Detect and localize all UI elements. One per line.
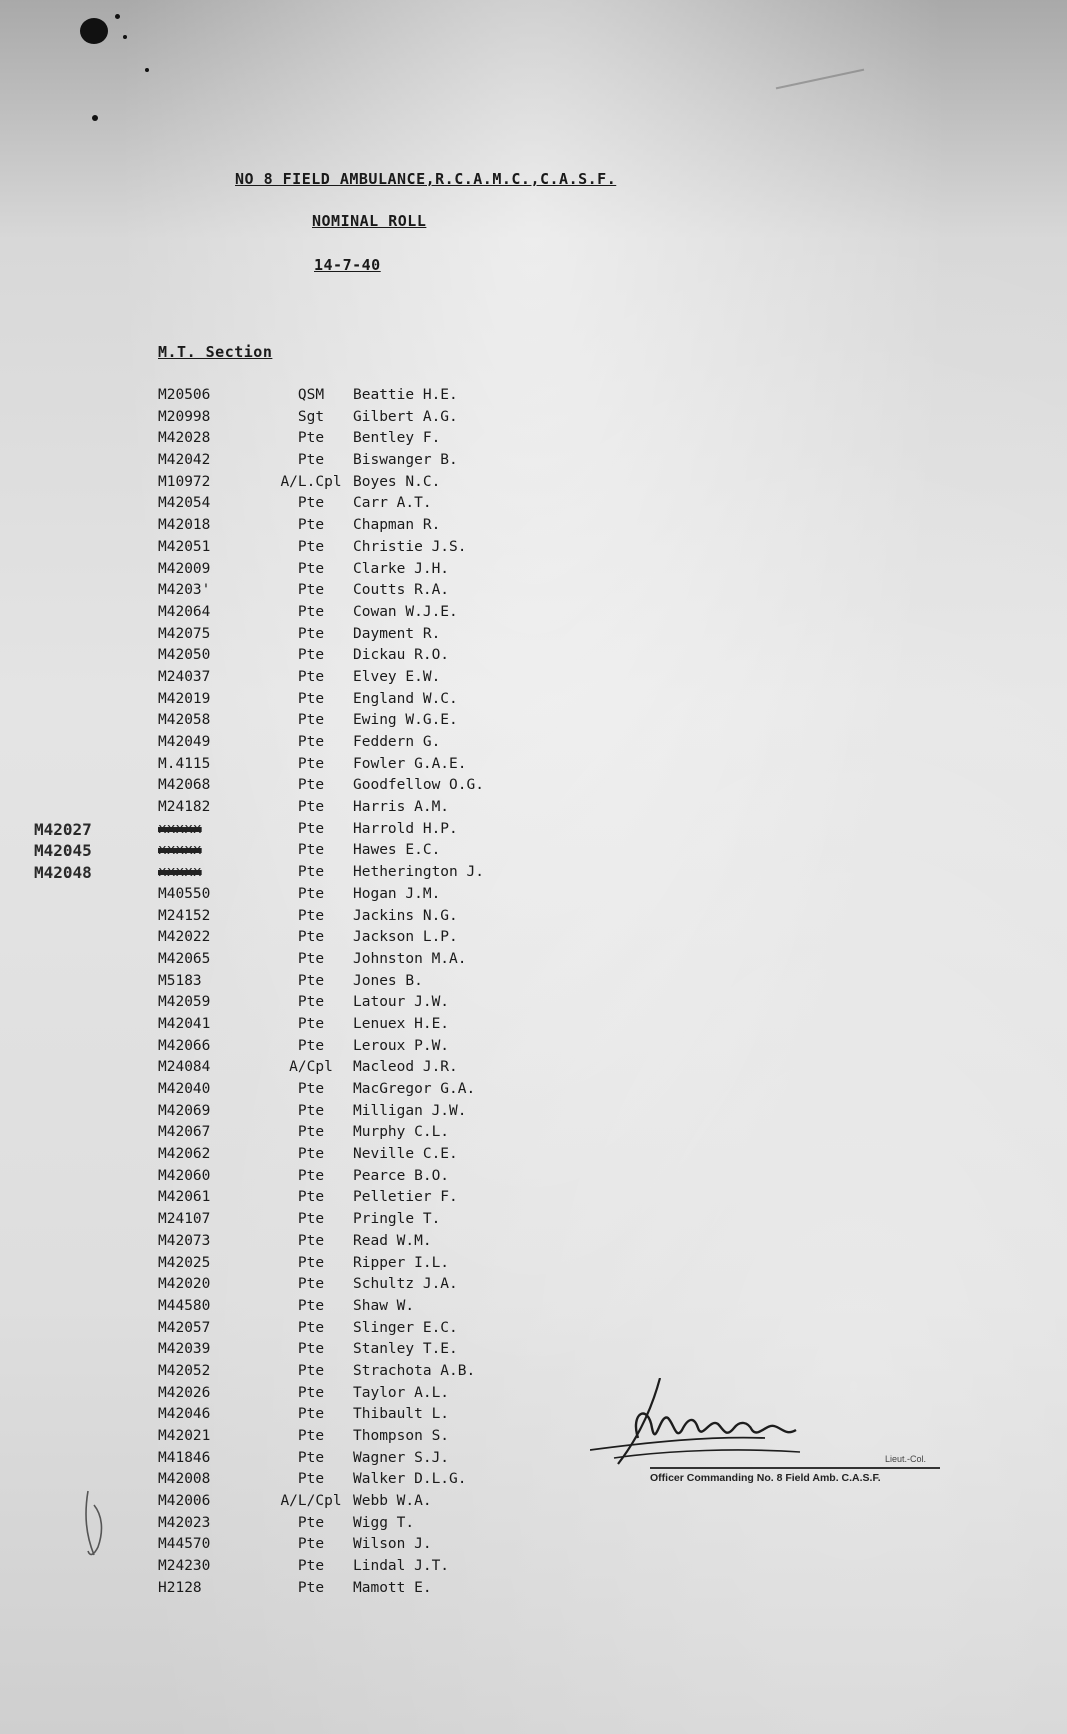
roll-entry bbox=[0, 537, 700, 559]
ink-speck bbox=[123, 35, 127, 39]
member-name: Christie J.S. bbox=[353, 538, 467, 555]
member-name: Slinger E.C. bbox=[353, 1319, 458, 1336]
member-name: Webb W.A. bbox=[353, 1493, 432, 1510]
member-name: Pringle T. bbox=[353, 1211, 441, 1228]
service-number: M42065 bbox=[158, 950, 211, 967]
service-number: M42073 bbox=[158, 1232, 211, 1249]
rank: A/L/Cpl bbox=[280, 1493, 342, 1510]
roll-entry bbox=[0, 1339, 700, 1361]
roll-entry bbox=[0, 493, 700, 515]
member-name: Pearce B.O. bbox=[353, 1167, 450, 1184]
service-number: M42052 bbox=[158, 1362, 211, 1379]
rank: Pte bbox=[297, 625, 325, 642]
rank: Sgt bbox=[297, 408, 325, 425]
margin-service-number: M42048 bbox=[34, 863, 92, 883]
service-number: M41846 bbox=[158, 1449, 211, 1466]
roll-entry bbox=[0, 1036, 700, 1058]
service-number: M42061 bbox=[158, 1189, 211, 1206]
roll-entry bbox=[0, 710, 700, 732]
rank: Pte bbox=[297, 538, 325, 555]
member-name: Schultz J.A. bbox=[353, 1276, 458, 1293]
roll-entry bbox=[0, 559, 700, 581]
rank: Pte bbox=[297, 1146, 325, 1163]
roll-entry bbox=[0, 450, 700, 472]
member-name: Pelletier F. bbox=[353, 1189, 458, 1206]
rank: Pte bbox=[297, 1297, 325, 1314]
rank: Pte bbox=[297, 647, 325, 664]
rank: Pte bbox=[297, 1189, 325, 1206]
rank: Pte bbox=[297, 690, 325, 707]
rank: Pte bbox=[297, 452, 325, 469]
service-number: M42057 bbox=[158, 1319, 211, 1336]
member-name: England W.C. bbox=[353, 690, 458, 707]
member-name: Milligan J.W. bbox=[353, 1102, 467, 1119]
service-number: M24230 bbox=[158, 1558, 211, 1575]
member-name: Macleod J.R. bbox=[353, 1059, 458, 1076]
member-name: Bentley F. bbox=[353, 430, 441, 447]
service-number: M.4115 bbox=[158, 755, 211, 772]
member-name: Wagner S.J. bbox=[353, 1449, 450, 1466]
signature-rank: Lieut.-Col. bbox=[885, 1454, 927, 1464]
rank: A/Cpl bbox=[289, 1059, 333, 1076]
member-name: Biswanger B. bbox=[353, 452, 458, 469]
member-name: Murphy C.L. bbox=[353, 1124, 450, 1141]
service-number: M42068 bbox=[158, 777, 211, 794]
rank: Pte bbox=[297, 1232, 325, 1249]
rank: Pte bbox=[297, 1514, 325, 1531]
roll-entry bbox=[0, 1296, 700, 1318]
member-name: Hogan J.M. bbox=[353, 885, 441, 902]
roll-entry bbox=[0, 624, 700, 646]
member-name: Read W.M. bbox=[353, 1232, 432, 1249]
rank: Pte bbox=[297, 864, 325, 881]
rank: Pte bbox=[297, 755, 325, 772]
member-name: Hetherington J. bbox=[353, 864, 484, 881]
member-name: Goodfellow O.G. bbox=[353, 777, 484, 794]
roll-date: 14-7-40 bbox=[314, 256, 381, 274]
roll-entry bbox=[0, 754, 700, 776]
unit-heading: NO 8 FIELD AMBULANCE,R.C.A.M.C.,C.A.S.F. bbox=[235, 170, 617, 188]
service-number: M42023 bbox=[158, 1514, 211, 1531]
service-number: M42066 bbox=[158, 1037, 211, 1054]
rank: Pte bbox=[297, 517, 325, 534]
roll-entry bbox=[0, 1253, 700, 1275]
member-name: Strachota A.B. bbox=[353, 1362, 476, 1379]
service-number: M42059 bbox=[158, 994, 211, 1011]
member-name: Neville C.E. bbox=[353, 1146, 458, 1163]
service-number: M42046 bbox=[158, 1406, 211, 1423]
section-title: M.T. Section bbox=[158, 343, 273, 361]
service-number: M24182 bbox=[158, 799, 211, 816]
member-name: Walker D.L.G. bbox=[353, 1471, 467, 1488]
rank: Pte bbox=[297, 1471, 325, 1488]
service-number: M42051 bbox=[158, 538, 211, 555]
roll-entry bbox=[0, 1014, 700, 1036]
service-number: M42018 bbox=[158, 517, 211, 534]
service-number: M24107 bbox=[158, 1211, 211, 1228]
ink-speck bbox=[115, 14, 120, 19]
member-name: Thompson S. bbox=[353, 1428, 450, 1444]
service-number: M42019 bbox=[158, 690, 211, 707]
roll-entry bbox=[0, 602, 700, 624]
rank: Pte bbox=[297, 1384, 325, 1401]
rank: Pte bbox=[297, 972, 325, 989]
service-number: M40550 bbox=[158, 885, 211, 902]
ink-blot bbox=[80, 18, 108, 44]
service-number: M24152 bbox=[158, 907, 211, 924]
roll-entry bbox=[0, 862, 700, 884]
member-name: Elvey E.W. bbox=[353, 668, 441, 685]
rank: Pte bbox=[297, 1406, 325, 1423]
roll-entry bbox=[0, 797, 700, 819]
service-number: M42062 bbox=[158, 1146, 211, 1163]
rank: Pte bbox=[297, 734, 325, 750]
roll-entry bbox=[0, 884, 700, 906]
roll-entry bbox=[0, 949, 700, 971]
roll-entry bbox=[0, 1187, 700, 1209]
rank: Pte bbox=[297, 1536, 325, 1553]
signature-line bbox=[650, 1467, 940, 1469]
service-number: M42060 bbox=[158, 1167, 211, 1184]
roll-entry bbox=[0, 1209, 700, 1231]
roll-entry bbox=[0, 645, 700, 667]
ink-speck bbox=[92, 115, 98, 121]
rank: Pte bbox=[297, 950, 325, 967]
service-number: M10972 bbox=[158, 473, 211, 490]
service-number: M42058 bbox=[158, 712, 211, 729]
member-name: Clarke J.H. bbox=[353, 560, 450, 577]
service-number: M44580 bbox=[158, 1297, 211, 1314]
service-number: M44570 bbox=[158, 1536, 211, 1553]
struck-service-number: xxxxx bbox=[158, 842, 202, 859]
service-number: H2128 bbox=[158, 1579, 202, 1596]
rank: Pte bbox=[297, 712, 325, 729]
roll-entry bbox=[0, 515, 700, 537]
roll-entry bbox=[0, 819, 700, 841]
rank: Pte bbox=[297, 929, 325, 946]
service-number: M42025 bbox=[158, 1254, 211, 1271]
service-number: M42008 bbox=[158, 1471, 211, 1488]
roll-entry bbox=[0, 1079, 700, 1101]
service-number: M42042 bbox=[158, 452, 211, 469]
service-number: M42026 bbox=[158, 1384, 211, 1401]
service-number: M42041 bbox=[158, 1015, 211, 1032]
roll-title: NOMINAL ROLL bbox=[312, 212, 427, 230]
member-name: Boyes N.C. bbox=[353, 473, 441, 490]
member-name: Johnston M.A. bbox=[353, 950, 467, 967]
service-number: M42020 bbox=[158, 1276, 211, 1293]
service-number: M5183 bbox=[158, 972, 202, 989]
rank: Pte bbox=[297, 495, 325, 512]
roll-entry bbox=[0, 971, 700, 993]
service-number: M42039 bbox=[158, 1341, 211, 1358]
member-name: Ewing W.G.E. bbox=[353, 712, 458, 729]
member-name: Feddern G. bbox=[353, 734, 441, 750]
paper-scratch bbox=[776, 69, 864, 90]
member-name: Dickau R.O. bbox=[353, 647, 450, 664]
rank: Pte bbox=[297, 1449, 325, 1466]
member-name: Carr A.T. bbox=[353, 495, 432, 512]
roll-entry bbox=[0, 667, 700, 689]
rank: Pte bbox=[297, 1428, 325, 1444]
member-name: Dayment R. bbox=[353, 625, 441, 642]
service-number: M42064 bbox=[158, 603, 211, 620]
member-name: Lenuex H.E. bbox=[353, 1015, 450, 1032]
member-name: Wilson J. bbox=[353, 1536, 432, 1553]
member-name: Fowler G.A.E. bbox=[353, 755, 467, 772]
member-name: Harrold H.P. bbox=[353, 820, 458, 837]
roll-entry bbox=[0, 840, 700, 862]
service-number: M42050 bbox=[158, 647, 211, 664]
rank: Pte bbox=[297, 994, 325, 1011]
roll-entry bbox=[0, 992, 700, 1014]
rank: Pte bbox=[297, 560, 325, 577]
rank: Pte bbox=[297, 1254, 325, 1271]
ink-speck bbox=[145, 68, 149, 72]
margin-service-number: M42027 bbox=[34, 819, 92, 839]
member-name: Leroux P.W. bbox=[353, 1037, 450, 1054]
rank: Pte bbox=[297, 603, 325, 620]
roll-entry bbox=[0, 1231, 700, 1253]
signature-caption: Officer Commanding No. 8 Field Amb. C.A.S.F. bbox=[650, 1472, 881, 1484]
service-number: M42054 bbox=[158, 495, 211, 512]
roll-entry bbox=[0, 1578, 700, 1600]
member-name: Chapman R. bbox=[353, 517, 441, 534]
rank: Pte bbox=[297, 820, 325, 837]
service-number: M42075 bbox=[158, 625, 211, 642]
rank: A/L.Cpl bbox=[280, 473, 342, 490]
member-name: Beattie H.E. bbox=[353, 387, 458, 403]
struck-service-number: xxxxx bbox=[158, 820, 202, 837]
struck-service-number: xxxxx bbox=[158, 864, 202, 881]
rank: Pte bbox=[297, 1319, 325, 1336]
handwritten-margin-mark bbox=[80, 1485, 140, 1565]
roll-entry bbox=[0, 927, 700, 949]
roll-entry bbox=[0, 1122, 700, 1144]
rank: Pte bbox=[297, 885, 325, 902]
roll-entry bbox=[0, 1166, 700, 1188]
roll-entry bbox=[0, 472, 700, 494]
member-name: Latour J.W. bbox=[353, 994, 450, 1011]
service-number: M42009 bbox=[158, 560, 211, 577]
member-name: Thibault L. bbox=[353, 1406, 450, 1423]
rank: Pte bbox=[297, 777, 325, 794]
rank: Pte bbox=[297, 1124, 325, 1141]
roll-entry bbox=[0, 385, 700, 407]
roll-entry bbox=[0, 428, 700, 450]
roll-entry bbox=[0, 906, 700, 928]
roll-entry bbox=[0, 732, 700, 754]
service-number: M42040 bbox=[158, 1081, 211, 1097]
member-name: Cowan W.J.E. bbox=[353, 603, 458, 620]
rank: Pte bbox=[297, 1167, 325, 1184]
service-number: M20506 bbox=[158, 387, 211, 403]
service-number: M24084 bbox=[158, 1059, 211, 1076]
rank: Pte bbox=[297, 1341, 325, 1358]
rank: Pte bbox=[297, 1276, 325, 1293]
rank: Pte bbox=[297, 668, 325, 685]
signature-block bbox=[590, 1378, 970, 1498]
roll-entry bbox=[0, 1144, 700, 1166]
roll-entry bbox=[0, 1274, 700, 1296]
margin-service-number: M42045 bbox=[34, 841, 92, 861]
rank: Pte bbox=[297, 907, 325, 924]
service-number: M42069 bbox=[158, 1102, 211, 1119]
rank: Pte bbox=[297, 1037, 325, 1054]
service-number: M24037 bbox=[158, 668, 211, 685]
member-name: Jackins N.G. bbox=[353, 907, 458, 924]
service-number: M42006 bbox=[158, 1493, 211, 1510]
member-name: Stanley T.E. bbox=[353, 1341, 458, 1358]
service-number: M20998 bbox=[158, 408, 211, 425]
member-name: Coutts R.A. bbox=[353, 582, 450, 599]
roll-entry bbox=[0, 1057, 700, 1079]
rank: Pte bbox=[297, 842, 325, 859]
rank: Pte bbox=[297, 1579, 325, 1596]
service-number: M42049 bbox=[158, 734, 211, 750]
roll-entry bbox=[0, 580, 700, 602]
member-name: Lindal J.T. bbox=[353, 1558, 450, 1575]
member-name: Taylor A.L. bbox=[353, 1384, 450, 1401]
roll-entry bbox=[0, 1318, 700, 1340]
rank: Pte bbox=[297, 1362, 325, 1379]
rank: Pte bbox=[297, 799, 325, 816]
member-name: Ripper I.L. bbox=[353, 1254, 450, 1271]
member-name: Jackson L.P. bbox=[353, 929, 458, 946]
roll-entry bbox=[0, 689, 700, 711]
member-name: Harris A.M. bbox=[353, 799, 450, 816]
rank: Pte bbox=[297, 1081, 325, 1097]
rank: Pte bbox=[297, 1102, 325, 1119]
rank: Pte bbox=[297, 1015, 325, 1032]
member-name: Wigg T. bbox=[353, 1514, 415, 1531]
rank: Pte bbox=[297, 582, 325, 599]
rank: Pte bbox=[297, 1211, 325, 1228]
roll-entry bbox=[0, 407, 700, 429]
member-name: Jones B. bbox=[353, 972, 423, 989]
member-name: Mamott E. bbox=[353, 1579, 432, 1596]
rank: QSM bbox=[297, 387, 325, 403]
member-name: Gilbert A.G. bbox=[353, 408, 458, 425]
service-number: M42028 bbox=[158, 430, 211, 447]
rank: Pte bbox=[297, 430, 325, 447]
service-number: M4203' bbox=[158, 582, 211, 599]
rank: Pte bbox=[297, 1558, 325, 1575]
roll-entry bbox=[0, 1101, 700, 1123]
roll-entry bbox=[0, 775, 700, 797]
member-name: MacGregor G.A. bbox=[353, 1081, 476, 1097]
service-number: M42021 bbox=[158, 1428, 211, 1444]
service-number: M42067 bbox=[158, 1124, 211, 1141]
service-number: M42022 bbox=[158, 929, 211, 946]
member-name: Shaw W. bbox=[353, 1297, 415, 1314]
member-name: Hawes E.C. bbox=[353, 842, 441, 859]
